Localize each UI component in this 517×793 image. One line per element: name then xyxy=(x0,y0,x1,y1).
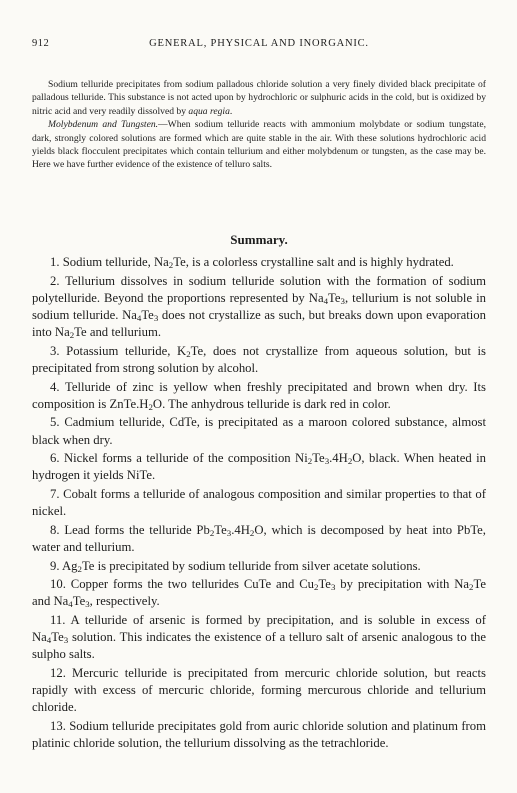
summary-item: 7. Cobalt forms a telluride of analogous composition and similar properties to that of nickel. xyxy=(32,486,486,519)
body-paragraph: Sodium telluride precipitates from sodium palladous chloride solution a very finely divided black precipitate of palladous telluride. This substance is not acted upon by hydrochloric or sulphuric acids in the cold, but is oxidized by nitric acid and very readily dissolved by aqua regia. xyxy=(32,79,486,117)
summary-item: 2. Tellurium dissolves in sodium telluride solution with the formation of sodium polytelluride. Beyond the proportions represented by $Na_4Te_3$, tellurium is not soluble in sodium telluride. $Na_4Te_3$ does not crystallize as such, but breaks down upon evaporation into $Na_2Te$ and tellurium. xyxy=(32,273,486,341)
page-number: 912 xyxy=(32,38,50,49)
summary-heading: Summary. xyxy=(230,232,288,247)
summary-item: 6. Nickel forms a telluride of the composition $Ni_2Te_3.4H_2O$, black. When heated in hydrogen it yields NiTe. xyxy=(32,451,486,483)
running-title: GENERAL, PHYSICAL AND INORGANIC. xyxy=(149,38,369,49)
summary-item: 9. $Ag_2Te$ is precipitated by sodium telluride from silver acetate solutions. xyxy=(50,558,421,574)
summary-list xyxy=(32,254,486,754)
summary-item: 5. Cadmium telluride, CdTe, is precipitated as a maroon colored substance, almost black when dry. xyxy=(32,415,486,447)
summary-item: 13. Sodium telluride precipitates gold from auric chloride solution and platinum from platinic chloride solution, the tellurium dissolving as the tetrachloride. xyxy=(32,718,486,751)
summary-item: 3. Potassium telluride, $K_2Te$, does not crystallize from aqueous solution, but is precipitated from strong solution by alcohol. xyxy=(32,343,486,375)
body-text xyxy=(32,78,486,172)
summary-item: 12. Mercuric telluride is precipitated from mercuric chloride solution, but reacts rapidly with excess of mercuric chloride, forming mercurous chloride and tellurium chloride. xyxy=(32,665,486,715)
page-header xyxy=(32,38,486,52)
summary-item: 8. Lead forms the telluride $Pb_2Te_3.4H_2O$, which is decomposed by heat into PbTe, water and tellurium. xyxy=(32,522,486,554)
summary-item: 10. Copper forms the two tellurides CuTe and $Cu_2Te_3$ by precipitation with $Na_2Te$ and $Na_4Te_3$, respectively. xyxy=(32,577,486,610)
body-paragraph: Molybdenum and Tungsten.—When sodium telluride reacts with ammonium molybdate or sodium tungstate, dark, strongly colored solutions are formed which are quite stable in the air. With these solutions hydrochloric acid yields black flocculent precipitates which contain tellurium and either molybdenum or tungsten, as the case may be. Here we have further evidence of the existence of telluro salts. xyxy=(32,119,486,171)
summary-item: 11. A telluride of arsenic is formed by precipitation, and is soluble in excess of $Na_4Te_3$ solution. This indicates the existence of a telluro salt of arsenic analogous to the sulpho salts. xyxy=(32,612,486,662)
summary-item: 4. Telluride of zinc is yellow when freshly precipitated and brown when dry. Its composition is $ZnTe.H_2O$. The anhydrous telluride is dark red in color. xyxy=(32,379,486,413)
summary-item: 1. Sodium telluride, $Na_2Te$, is a colorless crystalline salt and is highly hydrated. xyxy=(50,255,454,271)
